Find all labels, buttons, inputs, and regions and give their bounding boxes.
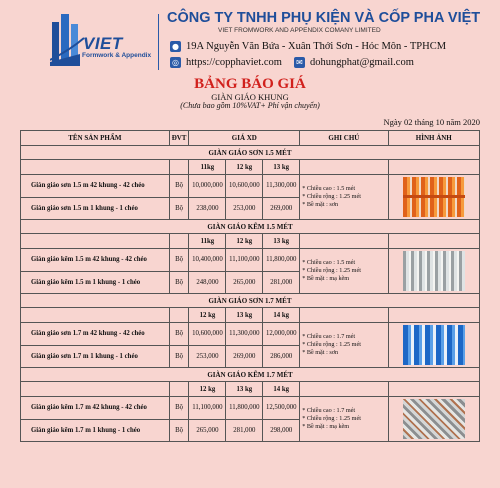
website-link[interactable]: https://copphaviet.com: [186, 57, 282, 68]
unit-cell: Bộ: [169, 419, 189, 442]
section-title-row: [21, 368, 480, 382]
company-name-en: VIET FROMWORK AND APPENDIX COMANY LIMITED: [218, 27, 381, 34]
product-name: Giàn giáo sơn 1.5 m 1 khung - 1 chéo: [21, 197, 170, 220]
header-divider: [158, 14, 159, 70]
weight-label: 12 kg: [226, 234, 263, 249]
price-cell: 11,800,000: [226, 397, 263, 420]
section-title-row: [21, 294, 480, 308]
table-row: [21, 323, 480, 346]
weight-row: [21, 234, 480, 249]
unit-cell: Bộ: [169, 249, 189, 272]
price-cell: 253,000: [226, 197, 263, 220]
mail-icon: ✉: [294, 57, 305, 68]
price-cell: 238,000: [189, 197, 226, 220]
weight-row: [21, 308, 480, 323]
price-cell: 269,000: [226, 345, 263, 368]
unit-cell: Bộ: [169, 397, 189, 420]
scaffold-photo: [403, 177, 465, 217]
website-line[interactable]: [170, 57, 282, 68]
product-name: Giàn giáo sơn 1.7 m 1 khung - 1 chéo: [21, 345, 170, 368]
spec-notes: [300, 323, 388, 368]
unit-cell: Bộ: [169, 175, 189, 198]
weight-label: 11kg: [189, 160, 226, 175]
weight-label: 11kg: [189, 234, 226, 249]
spec-note-line: * Chiều cao : 1.5 mét: [302, 259, 356, 266]
product-image-cell: [388, 323, 479, 368]
spec-note-line: * Bề mặt : sơn: [302, 349, 339, 356]
unit-cell: Bộ: [169, 345, 189, 368]
weight-label: 13 kg: [226, 382, 263, 397]
price-cell: 10,000,000: [189, 175, 226, 198]
header-product: TÊN SẢN PHẨM: [21, 131, 170, 146]
section-title: GIÀN GIÁO KẼM 1.5 MÉT: [21, 220, 480, 234]
spec-note-line: * Chiều cao : 1.7 mét: [302, 407, 356, 414]
spec-note-line: * Chiều cao : 1.7 mét: [302, 333, 356, 340]
weight-label: 12 kg: [226, 160, 263, 175]
document-date: Ngày 02 tháng 10 năm 2020: [383, 117, 480, 127]
weight-label: 14 kg: [263, 382, 300, 397]
table-row: [21, 175, 480, 198]
scaffold-photo: [403, 325, 465, 365]
price-cell: 11,300,000: [263, 175, 300, 198]
price-cell: 10,400,000: [189, 249, 226, 272]
price-cell: 11,100,000: [226, 249, 263, 272]
spec-notes: [300, 397, 388, 442]
product-image-cell: [388, 249, 479, 294]
weight-label: 13 kg: [226, 308, 263, 323]
section-title: GIÀN GIÁO SƠN 1.5 MÉT: [21, 146, 480, 160]
price-cell: 11,300,000: [226, 323, 263, 346]
price-cell: 248,000: [189, 271, 226, 294]
scaffold-photo: [403, 399, 465, 439]
spec-notes: [300, 249, 388, 294]
email-line[interactable]: [294, 57, 414, 68]
price-cell: 12,000,000: [263, 323, 300, 346]
spec-note-line: * Bề mặt : mạ kẽm: [302, 275, 350, 282]
weight-row: [21, 160, 480, 175]
section-title: GIÀN GIÁO KẼM 1.7 MÉT: [21, 368, 480, 382]
table-row: [21, 397, 480, 420]
spec-note-line: * Bề mặt : mạ kẽm: [302, 423, 350, 430]
weight-label: 12 kg: [189, 308, 226, 323]
price-cell: 11,100,000: [189, 397, 226, 420]
address-text: 19A Nguyễn Văn Bứa - Xuân Thới Sơn - Hóc Môn - TPHCM: [186, 41, 447, 52]
price-table: [20, 130, 480, 442]
weight-label: 14 kg: [263, 308, 300, 323]
price-cell: 265,000: [189, 419, 226, 442]
header-image: HÌNH ẢNH: [388, 131, 479, 146]
weight-label: 13 kg: [263, 234, 300, 249]
document-title: BẢNG BÁO GIÁ: [194, 76, 306, 92]
unit-cell: Bộ: [169, 271, 189, 294]
header-unit: ĐVT: [169, 131, 189, 146]
section-title-row: [21, 146, 480, 160]
scaffold-photo: [403, 251, 465, 291]
spec-note-line: * Bề mặt : sơn: [302, 201, 339, 208]
product-image-cell: [388, 397, 479, 442]
product-name: Giàn giáo kẽm 1.5 m 42 khung - 42 chéo: [21, 249, 170, 272]
unit-cell: Bộ: [169, 197, 189, 220]
table-body: [21, 146, 480, 442]
unit-cell: Bộ: [169, 323, 189, 346]
price-cell: 281,000: [226, 419, 263, 442]
spec-note-line: * Chiều cao : 1.5 mét: [302, 185, 356, 192]
header-price: GIÁ XD: [189, 131, 300, 146]
price-cell: 253,000: [189, 345, 226, 368]
spec-note-line: * Chiều rộng : 1.25 mét: [302, 193, 361, 200]
product-name: Giàn giáo kẽm 1.5 m 1 khung - 1 chéo: [21, 271, 170, 294]
product-name: Giàn giáo kẽm 1.7 m 1 khung - 1 chéo: [21, 419, 170, 442]
product-name: Giàn giáo sơn 1.7 m 42 khung - 42 chéo: [21, 323, 170, 346]
weight-label: 13 kg: [263, 160, 300, 175]
address-line: [170, 41, 446, 52]
price-cell: 281,000: [263, 271, 300, 294]
spec-note-line: * Chiều rộng : 1.25 mét: [302, 267, 361, 274]
spec-note-line: * Chiều rộng : 1.25 mét: [302, 415, 361, 422]
price-cell: 10,600,000: [226, 175, 263, 198]
table-header-row: [21, 131, 480, 146]
table-row: [21, 249, 480, 272]
section-title: GIÀN GIÁO SƠN 1.7 MÉT: [21, 294, 480, 308]
globe-icon: ◎: [170, 57, 181, 68]
price-cell: 286,000: [263, 345, 300, 368]
product-image-cell: [388, 175, 479, 220]
weight-label: 12 kg: [189, 382, 226, 397]
product-name: Giàn giáo sơn 1.5 m 42 khung - 42 chéo: [21, 175, 170, 198]
email-link[interactable]: dohungphat@gmail.com: [310, 57, 414, 68]
logo-wordmark: VIET: [83, 34, 123, 53]
header-notes: GHI CHÚ: [300, 131, 388, 146]
product-name: Giàn giáo kẽm 1.7 m 42 khung - 42 chéo: [21, 397, 170, 420]
price-cell: 269,000: [263, 197, 300, 220]
spec-notes: [300, 175, 388, 220]
price-cell: 265,000: [226, 271, 263, 294]
location-icon: ●: [170, 41, 181, 52]
spec-note-line: * Chiều rộng : 1.25 mét: [302, 341, 361, 348]
price-note: (Chưa bao gồm 10%VAT+ Phí vận chuyển): [180, 101, 320, 110]
price-cell: 12,500,000: [263, 397, 300, 420]
price-cell: 298,000: [263, 419, 300, 442]
logo-tagline: Formwork & Appendix: [82, 52, 152, 59]
weight-row: [21, 382, 480, 397]
price-cell: 11,800,000: [263, 249, 300, 272]
section-title-row: [21, 220, 480, 234]
price-cell: 10,600,000: [189, 323, 226, 346]
document-subtitle: GIÀN GIÁO KHUNG: [211, 92, 289, 102]
company-name: CÔNG TY TNHH PHỤ KIỆN VÀ CỐP PHA VIỆT: [167, 10, 481, 26]
